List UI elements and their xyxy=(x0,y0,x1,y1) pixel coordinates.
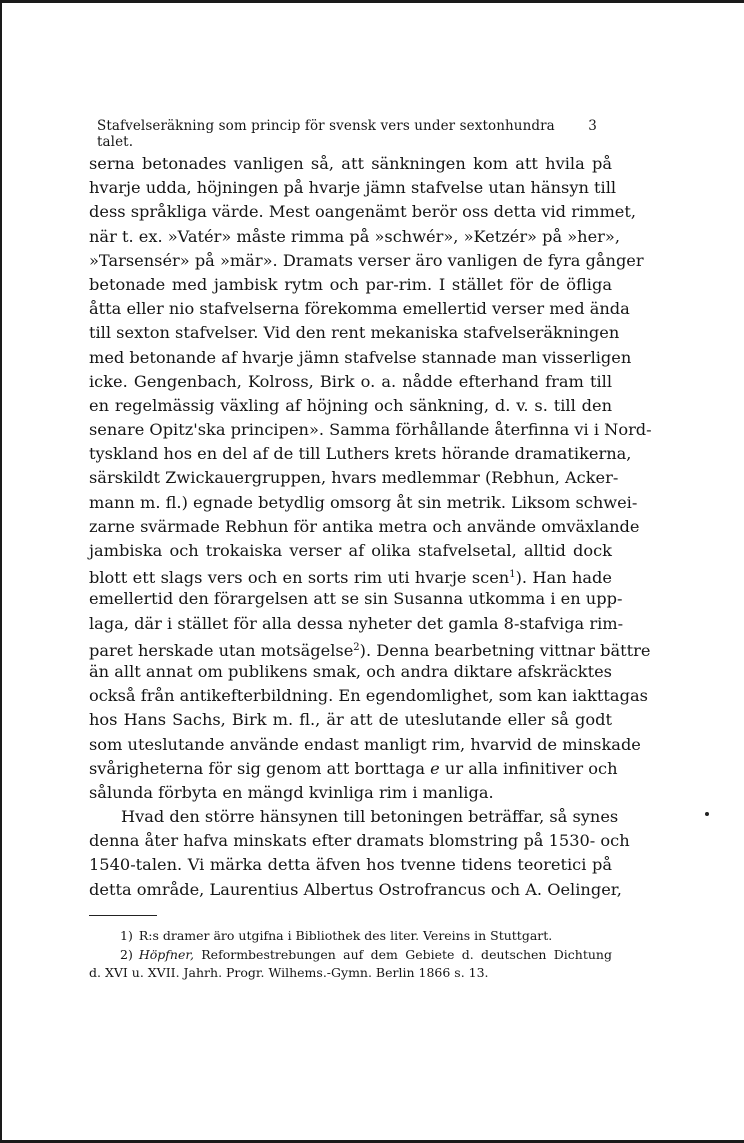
scan-border-top xyxy=(0,0,744,3)
text-line xyxy=(89,563,612,587)
text-line: hos Hans Sachs, Birk m. fl., är att de uteslutande eller så godt xyxy=(89,710,612,730)
text-line: icke. Gengenbach, Kolross, Birk o. a. nådde efterhand fram till xyxy=(89,371,612,391)
text-line: en regelmässig växling af höjning och sänkning, d. v. s. till den xyxy=(89,395,612,415)
paragraph-start-line: Hvad den större hänsynen till betoningen beträffar, så synes xyxy=(121,807,619,827)
text-line: tyskland hos en del af de till Luthers krets hörande dramatikerna, xyxy=(89,444,632,464)
scan-speck xyxy=(705,812,709,816)
paragraph-end-line: sålunda förbyta en mängd kvinliga rim i manliga. xyxy=(89,782,494,802)
footnote-number: 1) xyxy=(120,928,133,943)
text-line: mann m. fl.) egnade betydlig omsorg åt sin metrik. Liksom schwei- xyxy=(89,492,638,512)
text-segment: paret herskade utan motsägelse xyxy=(89,640,354,660)
footnote-ref-2: 2 xyxy=(353,641,360,653)
footnote-text: R:s dramer äro utgifna i Bibliothek des liter. Vereins in Stuttgart. xyxy=(138,928,553,943)
text-line: denna åter hafva minskats efter dramats blomstring på 1530- och xyxy=(89,831,630,851)
text-line: med betonande af hvarje jämn stafvelse stannade man visserligen xyxy=(89,347,632,367)
text-segment: svårigheterna för sig genom att borttaga xyxy=(89,758,425,778)
text-line: som uteslutande använde endast manligt rim, hvarvid de minskade xyxy=(89,734,641,754)
text-line: senare Opitz'ska principen». Samma förhållande återfinna vi i Nord- xyxy=(89,420,652,440)
text-segment: ). Denna bearbetning vittnar bättre xyxy=(359,640,651,660)
footnote-1 xyxy=(89,927,612,946)
scan-border-left xyxy=(0,0,2,1143)
italic-letter: e xyxy=(430,758,440,778)
footnote-rule xyxy=(89,915,157,916)
text-line: »Tarsensér» på »mär». Dramats verser äro vanligen de fyra gånger xyxy=(89,250,644,270)
body-text xyxy=(89,152,652,902)
text-line: jambiska och trokaiska verser af olika stafvelsetal, alltid dock xyxy=(89,541,612,560)
text-line: till sexton stafvelser. Vid den rent mekaniska stafvelseräkningen xyxy=(89,323,620,343)
text-line: laga, där i stället för alla dessa nyheter det gamla 8-stafviga rim- xyxy=(89,613,624,633)
text-line xyxy=(89,757,618,781)
text-line: detta område, Laurentius Albertus Ostrofrancus och A. Oelinger, xyxy=(89,879,622,899)
footnote-2-continuation: d. XVI u. XVII. Jahrh. Progr. Wilhems.-Gymn. Berlin 1866 s. 13. xyxy=(89,965,489,980)
text-segment: ur alla infinitiver och xyxy=(444,758,618,778)
text-line xyxy=(89,636,651,660)
footnote-author: Höpfner, xyxy=(138,946,194,962)
text-segment: ). Han hade xyxy=(515,568,612,588)
text-line: emellertid den förargelsen att se sin Susanna utkomma i en upp- xyxy=(89,589,623,609)
text-line: också från antikefterbildning. En egendomlighet, som kan iakttagas xyxy=(89,686,648,706)
text-line: serna betonades vanligen så, att sänkningen kom att hvila på xyxy=(89,154,612,173)
text-line: betonade med jambisk rytm och par-rim. I stället för de öfliga xyxy=(89,274,612,294)
text-line: åtta eller nio stafvelserna förekomma emellertid verser med ända xyxy=(89,299,630,319)
text-line: zarne svärmade Rebhun för antika metra och använde omväxlande xyxy=(89,516,640,536)
text-line: särskildt Zwickauergruppen, hvars medlemmar (Rebhun, Acker- xyxy=(89,468,619,488)
text-line: hvarje udda, höjningen på hvarje jämn stafvelse utan hänsyn till xyxy=(89,178,617,198)
footnotes xyxy=(89,927,612,983)
footnote-text: Reformbestrebungen auf dem Gebiete d. deutschen Dichtung xyxy=(201,946,612,962)
running-title: Stafvelseräkning som princip för svensk vers under sextonhundra talet. xyxy=(97,118,555,150)
page-number: 3 xyxy=(588,118,597,134)
text-segment: blott ett slags vers och en sorts rim uti hvarje scen xyxy=(89,568,510,588)
text-line: när t. ex. »Vatér» måste rimma på »schwér», »Ketzér» på »her», xyxy=(89,226,620,246)
text-line: 1540-talen. Vi märka detta äfven hos tvenne tidens teoretici på xyxy=(89,855,612,875)
footnote-ref-1: 1 xyxy=(509,569,516,581)
text-line: dess språkliga värde. Mest oangenämt berör oss detta vid rimmet, xyxy=(89,202,637,222)
text-line: än allt annat om publikens smak, och andra diktare afskräcktes xyxy=(89,661,612,681)
footnote-number: 2) xyxy=(120,946,133,962)
running-header xyxy=(97,118,597,150)
footnote-2 xyxy=(89,946,612,965)
